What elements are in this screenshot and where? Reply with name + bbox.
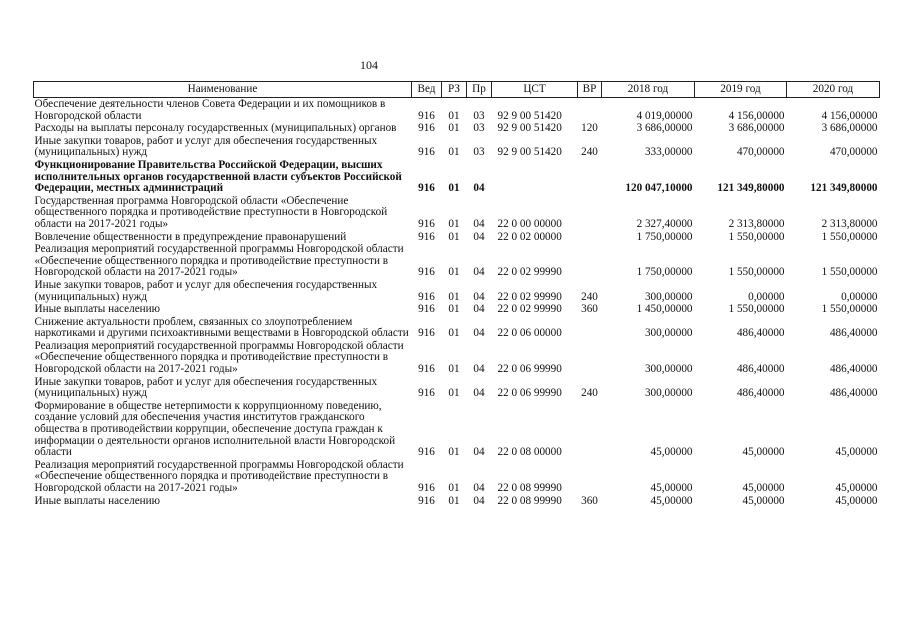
row-ved: 916 (418, 446, 435, 459)
row-2019: 45,00000 (742, 482, 785, 494)
row-2020: 45,00000 (835, 494, 878, 507)
row-2020: 1 550,00000 (821, 266, 878, 279)
row-2018: 300,00000 (644, 363, 693, 376)
row-ved: 916 (418, 482, 435, 494)
row-vr (578, 459, 602, 495)
row-name: Снижение актуальности проблем, связанных со злоупотреблением наркотиками и другими психоактивными веществами в Новгородской области (34, 315, 409, 340)
row-ved: 916 (418, 266, 435, 279)
row-name: Иные выплаты населению (34, 303, 160, 316)
row-pr: 04 (473, 217, 485, 230)
row-ved: 916 (418, 494, 435, 507)
row-ved: 916 (418, 109, 435, 122)
row-cst: 22 0 02 99990 (497, 266, 562, 279)
row-rz: 01 (448, 387, 460, 400)
row-2020: 486,40000 (829, 327, 878, 340)
row-pr: 03 (473, 109, 485, 122)
row-pr: 04 (473, 303, 485, 316)
table-row (34, 135, 880, 159)
row-2018: 2 327,40000 (636, 217, 693, 230)
row-2019: 486,40000 (736, 327, 785, 340)
row-pr: 04 (473, 290, 485, 303)
row-cst: 22 0 02 00000 (497, 230, 562, 243)
header-vr: ВР (578, 82, 602, 98)
table-header-row (34, 82, 880, 98)
table-row (34, 122, 880, 135)
row-name: Вовлечение общественности в предупреждение правонарушений (34, 230, 347, 243)
row-2018: 45,00000 (650, 446, 693, 459)
row-cst: 22 0 06 00000 (497, 327, 562, 340)
row-2020: 121 349,80000 (810, 182, 878, 195)
row-2020: 0,00000 (841, 290, 878, 303)
row-2018: 300,00000 (644, 387, 693, 400)
row-name: Формирование в обществе нетерпимости к коррупционному поведению, создание условий для обеспечения участия институтов гражданского общества в противодействии коррупции, обеспечение доступа граждан к информации о деятельности органов исполнительной власти Новгородской области (34, 399, 396, 459)
row-rz: 01 (448, 363, 460, 376)
header-rz: РЗ (442, 82, 467, 98)
row-cst: 22 0 02 99990 (497, 303, 562, 316)
row-vr: 360 (581, 494, 598, 507)
row-2020: 486,40000 (829, 363, 878, 376)
row-2018: 1 750,00000 (636, 230, 693, 243)
table-row (34, 459, 880, 495)
row-pr: 04 (473, 182, 485, 195)
row-vr (578, 340, 602, 376)
row-cst: 22 0 08 99990 (497, 482, 562, 494)
header-cst: ЦСТ (492, 82, 578, 98)
row-pr: 03 (473, 146, 485, 159)
row-2019: 2 313,80000 (728, 217, 785, 230)
table-row (34, 316, 880, 340)
row-2018: 1 750,00000 (636, 266, 693, 279)
row-pr: 04 (473, 327, 485, 340)
row-name: Расходы на выплаты персоналу государственных (муниципальных) органов (34, 122, 397, 135)
row-name: Реализация мероприятий государственной программы Новгородской области «Обеспечение общественного порядка и противодействие преступности в Новгородской области на 2017-2021 годы» (34, 243, 404, 279)
row-name: Реализация мероприятий государственной программы Новгородской области «Обеспечение общественного порядка и противодействие преступности в Новгородской области на 2017-2021 годы» (34, 458, 404, 494)
row-vr (578, 400, 602, 459)
row-2018: 45,00000 (650, 494, 693, 507)
table-body (34, 98, 880, 508)
row-2019: 4 156,00000 (728, 109, 785, 122)
row-ved: 916 (418, 230, 435, 243)
row-2020: 1 550,00000 (821, 303, 878, 316)
row-2019: 486,40000 (736, 387, 785, 400)
row-name: Иные закупки товаров, работ и услуг для обеспечения государственных (муниципальных) нужд (34, 375, 378, 400)
row-cst: 22 0 06 99990 (497, 363, 562, 376)
row-rz: 01 (448, 266, 460, 279)
row-2018: 333,00000 (644, 146, 693, 159)
budget-table (33, 81, 880, 507)
table-row (34, 159, 880, 195)
row-2020: 1 550,00000 (821, 230, 878, 243)
row-name: Иные закупки товаров, работ и услуг для обеспечения государственных (муниципальных) нужд (34, 278, 378, 303)
row-2020: 4 156,00000 (821, 109, 878, 122)
row-ved: 916 (418, 182, 435, 195)
row-pr: 04 (473, 363, 485, 376)
row-vr (578, 98, 602, 123)
page-number: 104 (360, 58, 378, 72)
row-pr: 04 (473, 482, 485, 494)
row-2018: 300,00000 (644, 327, 693, 340)
header-2018: 2018 год (602, 82, 695, 98)
row-pr: 04 (473, 387, 485, 400)
row-vr (578, 195, 602, 231)
row-rz: 01 (448, 482, 460, 494)
row-2019: 470,00000 (736, 146, 785, 159)
table-row (34, 195, 880, 231)
row-pr: 04 (473, 446, 485, 459)
header-2020: 2020 год (787, 82, 880, 98)
row-ved: 916 (418, 387, 435, 400)
row-vr (578, 159, 602, 195)
row-2020: 2 313,80000 (821, 217, 878, 230)
row-2019: 121 349,80000 (717, 182, 785, 195)
table-row (34, 98, 880, 123)
table-row (34, 303, 880, 316)
row-ved: 916 (418, 122, 435, 135)
row-cst: 92 9 00 51420 (497, 146, 562, 159)
row-cst: 92 9 00 51420 (497, 109, 562, 122)
table-row (34, 231, 880, 244)
row-cst (492, 159, 578, 195)
table-row (34, 243, 880, 279)
row-name: Обеспечение деятельности членов Совета Федерации и их помощников в Новгородской области (34, 98, 386, 122)
row-2019: 3 686,00000 (728, 122, 785, 135)
table-row (34, 495, 880, 508)
row-name: Иные выплаты населению (34, 494, 160, 507)
row-cst: 22 0 06 99990 (497, 387, 562, 400)
row-cst: 22 0 02 99990 (497, 290, 562, 303)
table-row (34, 279, 880, 303)
row-name: Реализация мероприятий государственной программы Новгородской области «Обеспечение общественного порядка и противодействие преступности в Новгородской области на 2017-2021 годы» (34, 339, 404, 376)
row-2020: 486,40000 (829, 387, 878, 400)
row-2020: 45,00000 (835, 446, 878, 459)
row-vr: 240 (581, 387, 598, 400)
row-cst: 22 0 00 00000 (497, 217, 562, 230)
row-2018: 45,00000 (650, 482, 693, 494)
row-2018: 300,00000 (644, 290, 693, 303)
row-rz: 01 (448, 146, 460, 159)
row-cst: 22 0 08 99990 (497, 494, 562, 507)
header-name: Наименование (34, 82, 412, 98)
row-rz: 01 (448, 122, 460, 135)
row-rz: 01 (448, 230, 460, 243)
row-vr (578, 243, 602, 279)
row-2020: 3 686,00000 (821, 122, 878, 135)
row-2019: 1 550,00000 (728, 303, 785, 316)
row-pr: 04 (473, 266, 485, 279)
row-2019: 45,00000 (742, 446, 785, 459)
row-ved: 916 (418, 327, 435, 340)
row-rz: 01 (448, 290, 460, 303)
row-2019: 1 550,00000 (728, 230, 785, 243)
row-rz: 01 (448, 217, 460, 230)
row-vr: 240 (581, 290, 598, 303)
row-2018: 120 047,10000 (625, 182, 693, 195)
row-rz: 01 (448, 327, 460, 340)
header-ved: Вед (412, 82, 442, 98)
row-2020: 45,00000 (835, 482, 878, 494)
row-vr (578, 316, 602, 340)
row-rz: 01 (448, 494, 460, 507)
row-name: Функционирование Правительства Российской Федерации, высших исполнительных органов государственной власти субъектов Российской Федерации, местных администраций (34, 158, 402, 195)
row-2019: 0,00000 (748, 290, 785, 303)
row-2018: 4 019,00000 (636, 109, 693, 122)
row-name: Иные закупки товаров, работ и услуг для обеспечения государственных (муниципальных) нужд (34, 134, 378, 159)
row-2018: 3 686,00000 (636, 122, 693, 135)
row-pr: 03 (473, 122, 485, 135)
row-ved: 916 (418, 363, 435, 376)
table-row (34, 400, 880, 459)
row-2020: 470,00000 (829, 146, 878, 159)
row-name: Государственная программа Новгородской области «Обеспечение общественного порядка и противодействие преступности в Новгородской области на 2017-2021 годы» (34, 194, 388, 230)
row-vr: 240 (581, 146, 598, 159)
row-ved: 916 (418, 303, 435, 316)
row-ved: 916 (418, 217, 435, 230)
row-rz: 01 (448, 446, 460, 459)
row-rz: 01 (448, 182, 460, 195)
row-pr: 04 (473, 230, 485, 243)
header-2019: 2019 год (695, 82, 787, 98)
table-row (34, 376, 880, 400)
row-vr (578, 231, 602, 244)
table-row (34, 340, 880, 376)
row-cst: 92 9 00 51420 (497, 122, 562, 135)
row-pr: 04 (473, 494, 485, 507)
row-vr: 120 (581, 122, 598, 135)
row-2018: 1 450,00000 (636, 303, 693, 316)
row-ved: 916 (418, 290, 435, 303)
row-cst: 22 0 08 00000 (497, 446, 562, 459)
row-2019: 1 550,00000 (728, 266, 785, 279)
header-pr: Пр (467, 82, 492, 98)
row-rz: 01 (448, 303, 460, 316)
row-ved: 916 (418, 146, 435, 159)
row-2019: 45,00000 (742, 494, 785, 507)
row-rz: 01 (448, 109, 460, 122)
row-2019: 486,40000 (736, 363, 785, 376)
row-vr: 360 (581, 303, 598, 316)
